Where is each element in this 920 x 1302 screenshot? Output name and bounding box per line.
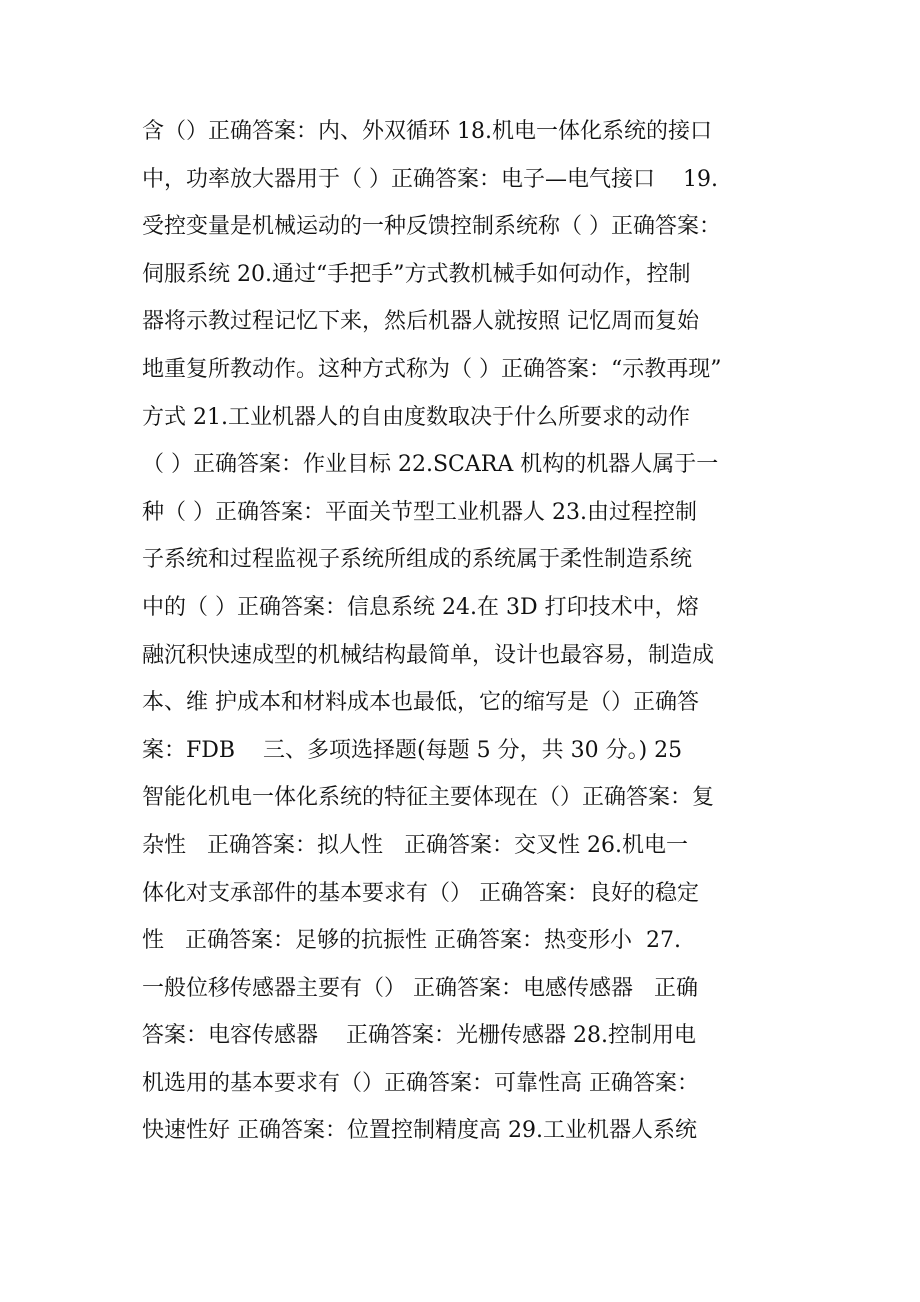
text-line: 中，功率放大器用于（ ）正确答案：电子—电气接口 19. <box>142 166 718 192</box>
text-line: 机选用的基本要求有（）正确答案：可靠性高 正确答案： <box>142 1070 699 1096</box>
text-line: 一般位移传感器主要有（） 正确答案：电感传感器 正确 <box>142 975 698 1001</box>
text-line: （ ）正确答案：作业目标 22.SCARA 机构的机器人属于一 <box>142 452 719 478</box>
text-line: 性 正确答案：足够的抗振性 正确答案：热变形小 27. <box>142 928 681 954</box>
text-line: 地重复所教动作。这种方式称为（ ）正确答案：“示教再现” <box>142 356 722 382</box>
text-line: 伺服系统 20.通过“手把手”方式教机械手如何动作，控制 <box>142 261 691 287</box>
body-text <box>142 108 792 1155</box>
text-line: 种（ ）正确答案：平面关节型工业机器人 23.由过程控制 <box>142 499 697 525</box>
text-line: 中的（ ）正确答案：信息系统 24.在 3D 打印技术中，熔 <box>142 594 699 620</box>
text-line: 智能化机电一体化系统的特征主要体现在（）正确答案：复 <box>142 785 715 811</box>
text-line: 案：FDB 三、多项选择题(每题 5 分，共 30 分。) 25 <box>142 737 683 763</box>
text-line: 本、维 护成本和材料成本也最低，它的缩写是（）正确答 <box>142 690 699 716</box>
text-line: 子系统和过程监视子系统所组成的系统属于柔性制造系统 <box>142 547 693 573</box>
text-line: 体化对支承部件的基本要求有（） 正确答案：良好的稳定 <box>142 880 699 906</box>
text-line: 含（）正确答案：内、外双循环 18.机电一体化系统的接口 <box>142 119 712 144</box>
text-line: 器将示教过程记忆下来，然后机器人就按照 记忆周而复始 <box>142 309 699 335</box>
text-line: 受控变量是机械运动的一种反馈控制系统称（ ）正确答案： <box>142 214 721 240</box>
text-line: 快速性好 正确答案：位置控制精度高 29.工业机器人系统 <box>142 1118 697 1144</box>
text-line: 杂性 正确答案：拟人性 正确答案：交叉性 26.机电一 <box>142 832 688 858</box>
text-line: 融沉积快速成型的机械结构最简单，设计也最容易，制造成 <box>142 642 715 668</box>
text-line: 答案：电容传感器 正确答案：光栅传感器 28.控制用电 <box>142 1023 696 1049</box>
text-line: 方式 21.工业机器人的自由度数取决于什么所要求的动作 <box>142 404 690 430</box>
